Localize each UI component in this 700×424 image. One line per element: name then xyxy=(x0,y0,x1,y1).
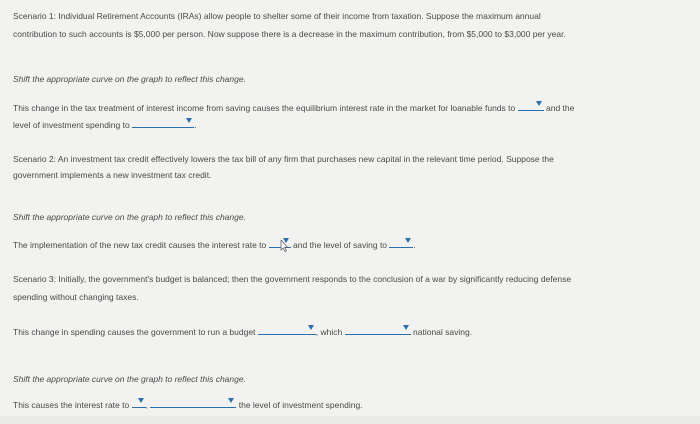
scenario3-text-line2: spending without changing taxes. xyxy=(13,292,139,302)
scenario2-text-line1: Scenario 2: An investment tax credit effectively lowers the tax bill of any firm that purchases new capital in the relevant time period. Suppose the xyxy=(13,154,554,164)
chevron-down-icon xyxy=(536,101,542,106)
scenario3-text-line1: Scenario 3: Initially, the government's budget is balanced; then the government responds to the conclusion of a war by significantly reducing defense xyxy=(13,274,572,284)
chevron-down-icon xyxy=(308,325,314,330)
scenario1-text-line2: contribution to such accounts is $5,000 per person. Now suppose there is a decrease in the maximum contribution, from $5,000 to $3,000 per year. xyxy=(13,29,566,39)
scenario1-question-part3: level of investment spending to xyxy=(13,120,130,130)
chevron-down-icon xyxy=(228,398,234,403)
scenario1-instruction: Shift the appropriate curve on the graph to reflect this change. xyxy=(13,74,246,84)
scenario2-question-part2: and the level of saving to xyxy=(293,240,388,250)
scenario1-question-end: . xyxy=(194,120,197,130)
scenario3-question-line2 xyxy=(13,397,363,412)
chevron-down-icon xyxy=(403,325,409,330)
scenario3-question2-part3: the level of investment spending. xyxy=(238,400,363,410)
scenario1-question-part1: This change in the tax treatment of interest income from saving causes the equilibrium interest rate in the market for loanable funds to xyxy=(13,103,516,113)
scenario3-question2-part1: This causes the interest rate to xyxy=(13,400,130,410)
interest-rate-dropdown-1[interactable] xyxy=(518,100,544,111)
interest-rate-dropdown-3[interactable] xyxy=(132,397,146,408)
scenario2-question xyxy=(13,237,416,252)
scenario3-question-line1 xyxy=(13,324,472,339)
chevron-down-icon xyxy=(405,238,411,243)
budget-dropdown-3[interactable] xyxy=(258,324,316,335)
scenario1-text-line1: Scenario 1: Individual Retirement Accounts (IRAs) allow people to shelter some of their income from taxation. Suppose the maximum annual xyxy=(13,11,541,21)
scenario3-question-part2: , which xyxy=(315,327,343,337)
national-saving-dropdown-3[interactable] xyxy=(345,324,411,335)
scenario2-instruction: Shift the appropriate curve on the graph to reflect this change. xyxy=(13,212,246,222)
scenario2-question-end: . xyxy=(413,240,416,250)
page-bottom-edge xyxy=(0,416,700,424)
scenario3-instruction: Shift the appropriate curve on the graph to reflect this change. xyxy=(13,374,246,384)
investment-spending-dropdown-1[interactable] xyxy=(132,117,197,130)
scenario1-question-line1 xyxy=(13,100,574,115)
investment-spending-dropdown-3[interactable] xyxy=(150,397,236,408)
scenario3-question2-part2: , xyxy=(145,400,148,410)
scenario3-question-part3: national saving. xyxy=(413,327,473,337)
chevron-down-icon xyxy=(138,398,144,403)
scenario2-text-line2: government implements a new investment tax credit. xyxy=(13,170,212,180)
scenario3-question-part1: This change in spending causes the government to run a budget xyxy=(13,327,256,337)
saving-level-dropdown-2[interactable] xyxy=(389,237,416,250)
mouse-cursor-icon xyxy=(280,240,288,252)
scenario2-question-part1: The implementation of the new tax credit causes the interest rate to xyxy=(13,240,267,250)
scenario1-question-part2: and the xyxy=(545,103,575,113)
chevron-down-icon xyxy=(186,118,192,123)
scenario1-question-line2 xyxy=(13,117,196,132)
